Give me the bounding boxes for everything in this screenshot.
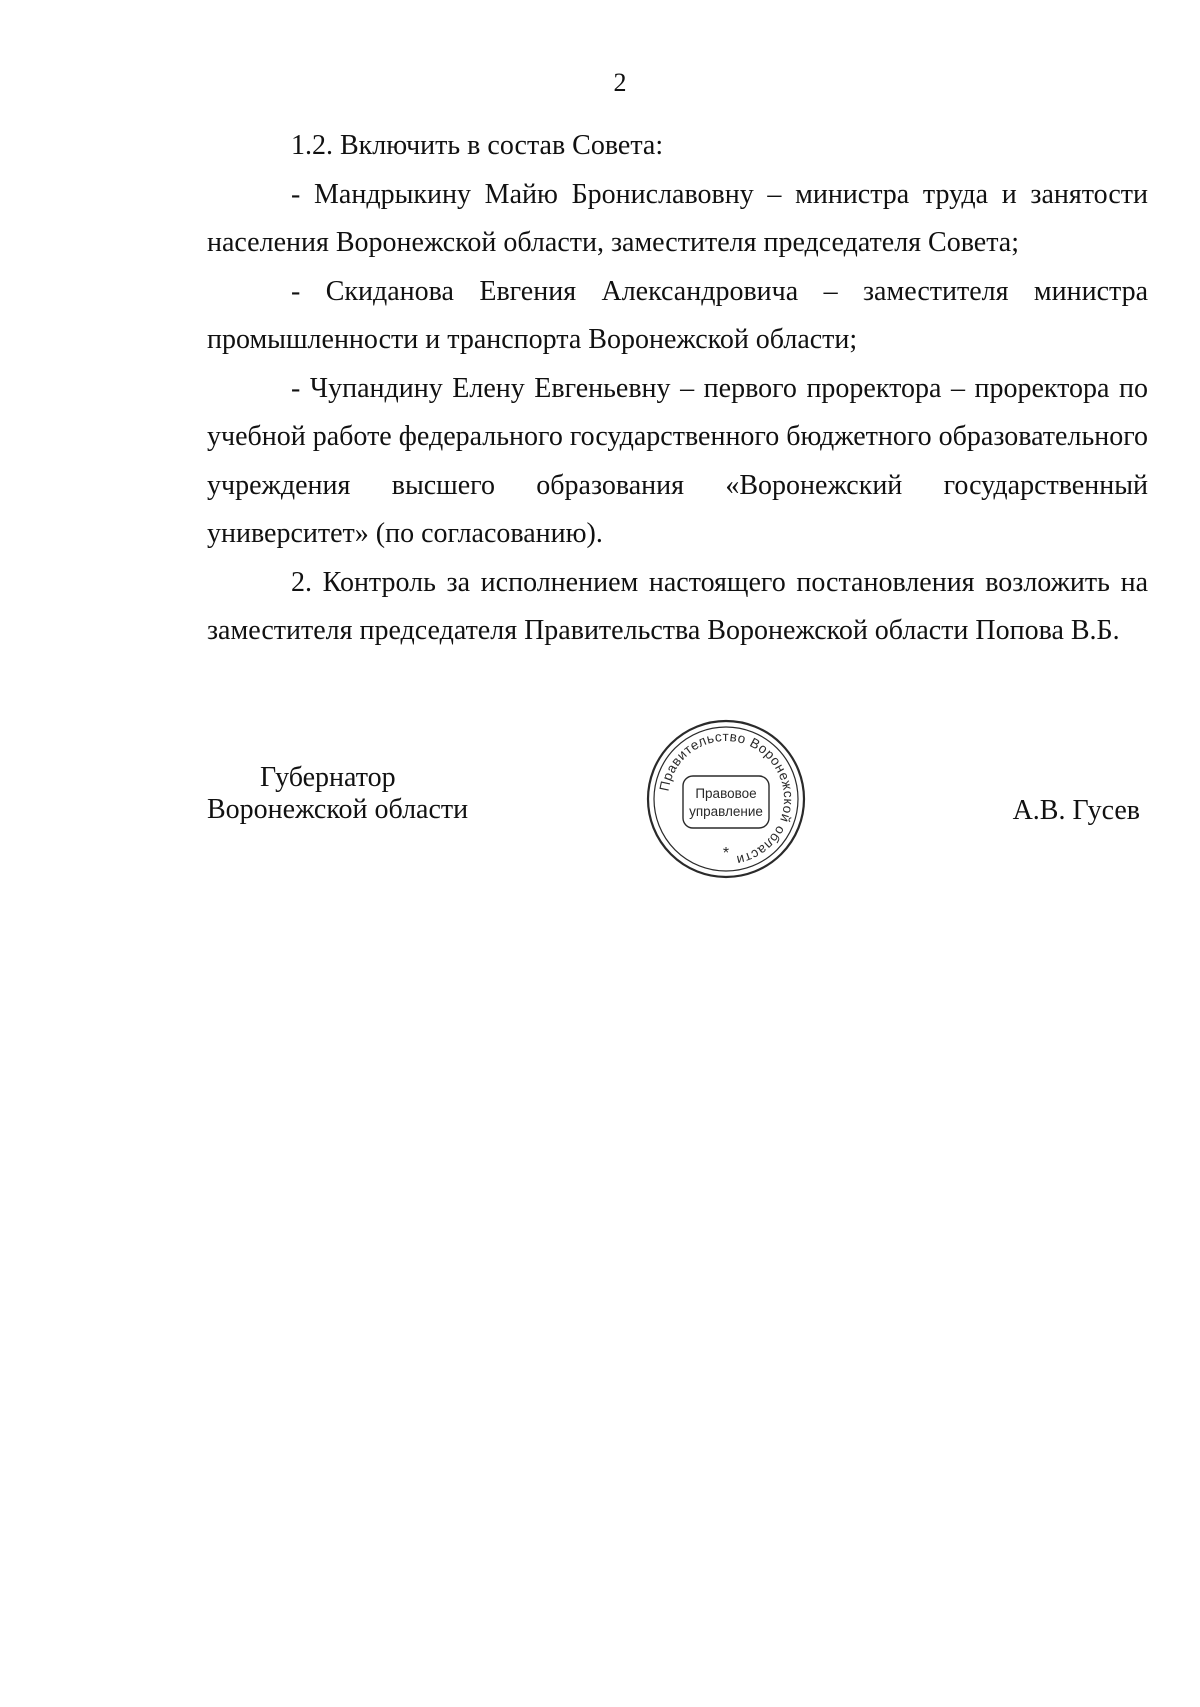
signatory-name: А.В. Гусев (1012, 795, 1140, 826)
paragraph-member-chupandina: - Чупандину Елену Евгеньевну – первого проректора – проректора по учебной работе федерального государственного бюджетного образовательного учреждения высшего образования «Воронежский государственный университет» (по согласованию). (207, 372, 1148, 549)
page-number: 2 (613, 68, 627, 97)
document-body (207, 122, 1148, 656)
signatory-position (207, 762, 468, 826)
stamp-star-mark: * (722, 845, 730, 862)
stamp-ring-text: Правительство Воронежской области (656, 728, 797, 869)
paragraph-1-2: 1.2. Включить в состав Совета: (291, 130, 664, 161)
stamp-center-line2: управление (689, 804, 763, 819)
signatory-position-line2: Воронежской области (207, 794, 469, 825)
paragraph-member-mandrykina: - Мандрыкину Майю Брониславовну – министра труда и занятости населения Воронежской области, заместителя председателя Совета; (207, 178, 1148, 258)
paragraph-member-skidanov: - Скиданова Евгения Александровича – заместителя министра промышленности и транспорта Воронежской области; (207, 275, 1148, 355)
signatory-position-line1: Губернатор (260, 762, 396, 793)
stamp-center-line1: Правовое (695, 786, 757, 801)
stamp-center-frame (683, 776, 769, 828)
paragraph-2-control: 2. Контроль за исполнением настоящего постановления возложить на заместителя председателя Правительства Воронежской области Попова В.Б. (207, 566, 1148, 646)
official-stamp (645, 718, 807, 880)
